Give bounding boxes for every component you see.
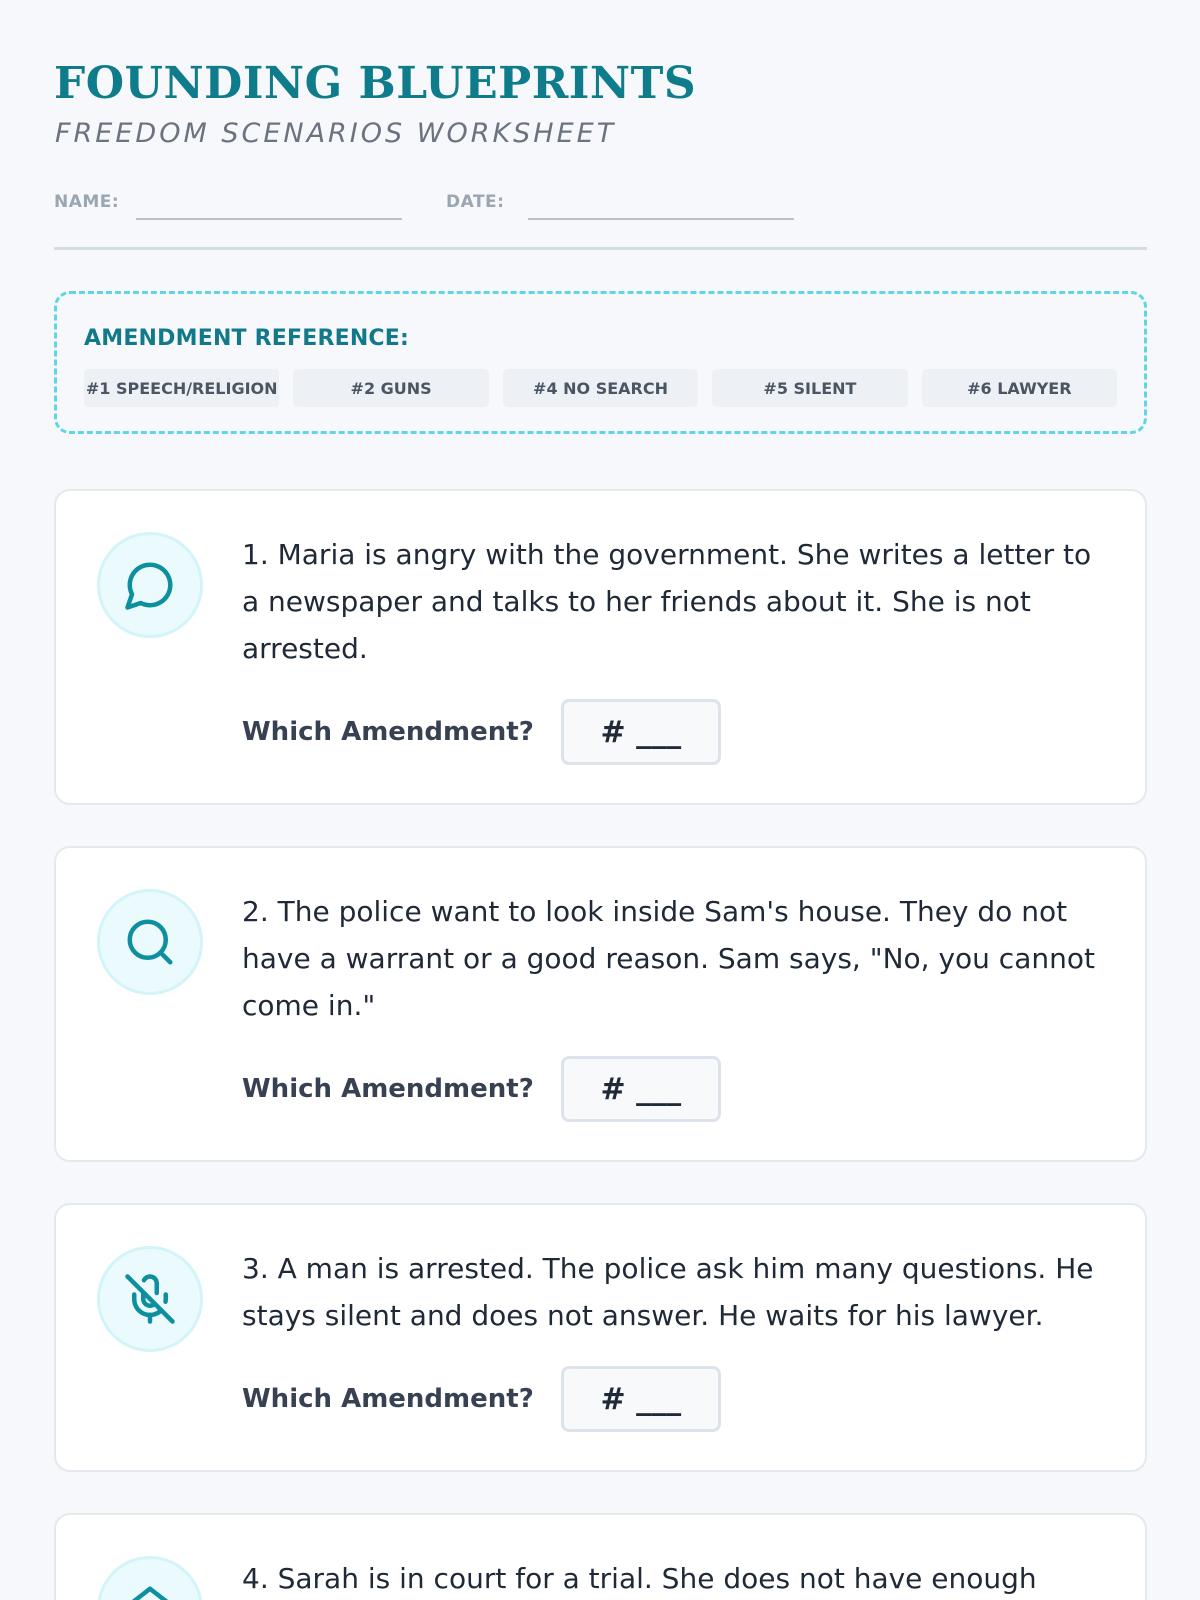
amendment-answer-box[interactable]: # ___	[561, 1366, 721, 1432]
search-icon	[97, 889, 203, 995]
scenario-card	[54, 1513, 1147, 1600]
answer-question: Which Amendment?	[242, 1384, 534, 1414]
scenario-card	[54, 1203, 1147, 1472]
mic-off-icon	[97, 1246, 203, 1352]
scenario-text: 2. The police want to look inside Sam's house. They do not have a warrant or a good reason. Sam says, "No, you cannot come in."	[242, 895, 1095, 1022]
scenario-text: 4. Sarah is in court for a trial. She does not have enough	[242, 1562, 1037, 1595]
house-icon	[97, 1556, 203, 1600]
header-divider	[54, 247, 1147, 250]
name-date-row	[54, 192, 1146, 220]
scenario-card	[54, 489, 1147, 805]
scenario-card	[54, 846, 1147, 1162]
page-subtitle: FREEDOM SCENARIOS WORKSHEET	[55, 118, 617, 149]
page-title: FOUNDING BLUEPRINTS	[54, 58, 697, 109]
amendment-answer-box[interactable]: # ___	[561, 699, 721, 765]
answer-row	[242, 1366, 721, 1432]
reference-chip: #5 SILENT	[712, 369, 907, 407]
answer-row	[242, 1056, 721, 1122]
scenario-text: 1. Maria is angry with the government. She writes a letter to a newspaper and talks to her friends about it. She is not arrested.	[242, 538, 1092, 665]
date-label: DATE:	[446, 192, 505, 212]
answer-row	[242, 699, 721, 765]
reference-chip: #4 NO SEARCH	[503, 369, 698, 407]
speech-bubble-icon	[97, 532, 203, 638]
answer-question: Which Amendment?	[242, 1074, 534, 1104]
name-field[interactable]	[136, 218, 402, 220]
reference-chips	[84, 369, 1117, 407]
name-label: NAME:	[54, 192, 120, 212]
reference-title: AMENDMENT REFERENCE:	[84, 326, 409, 351]
answer-question: Which Amendment?	[242, 717, 534, 747]
amendment-reference-box	[54, 291, 1147, 434]
reference-chip: #6 LAWYER	[922, 369, 1117, 407]
date-field[interactable]	[528, 218, 794, 220]
amendment-answer-box[interactable]: # ___	[561, 1056, 721, 1122]
reference-chip: #1 SPEECH/RELIGION	[84, 369, 279, 407]
reference-chip: #2 GUNS	[293, 369, 488, 407]
scenario-text: 3. A man is arrested. The police ask him many questions. He stays silent and does not answer. He waits for his lawyer.	[242, 1252, 1094, 1332]
